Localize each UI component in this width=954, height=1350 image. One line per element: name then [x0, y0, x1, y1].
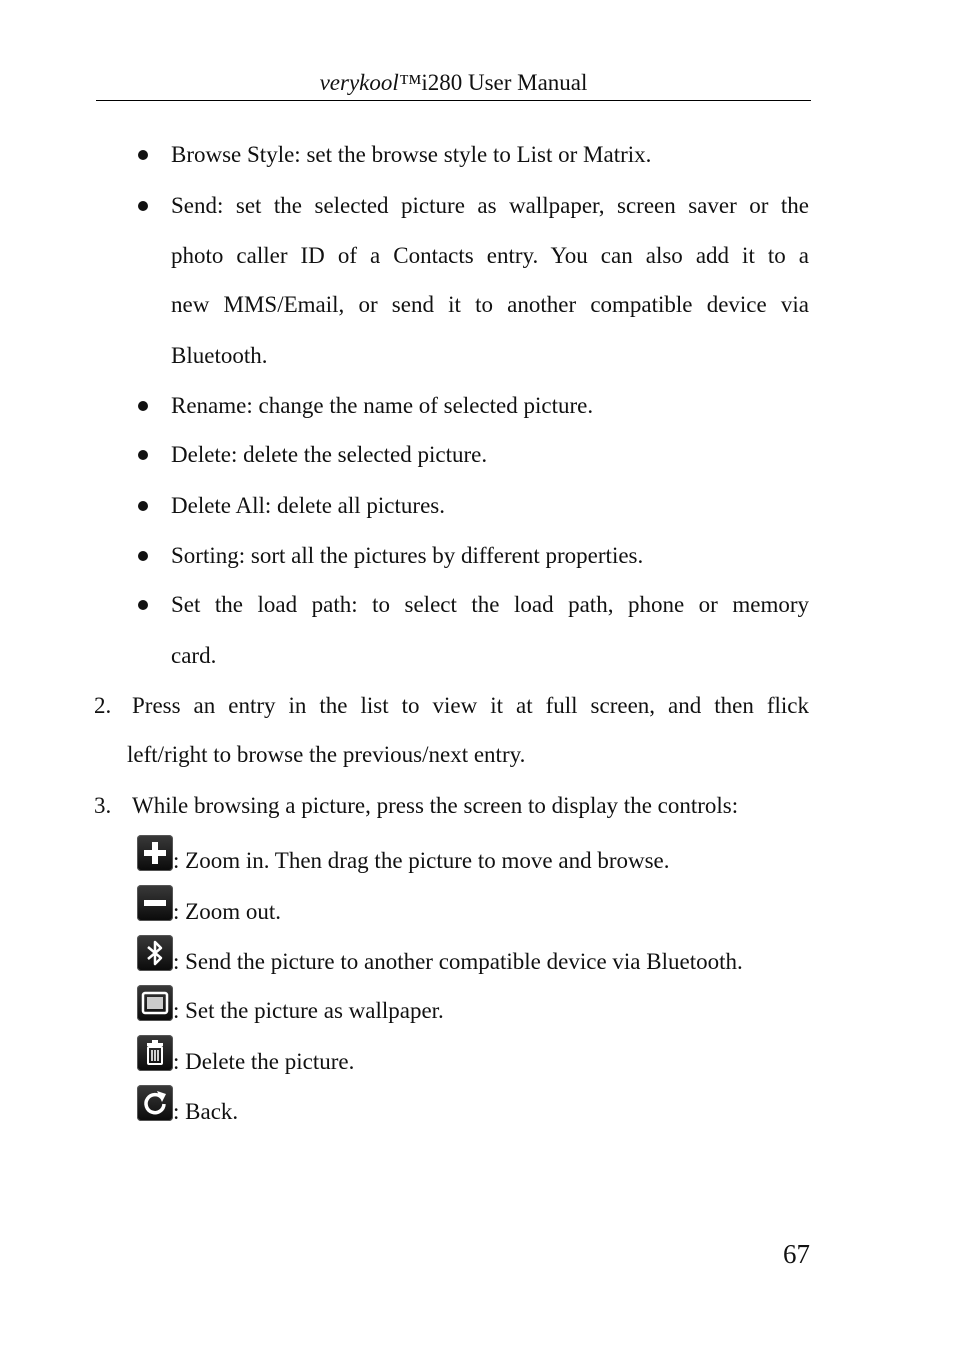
bluetooth-icon — [137, 935, 173, 971]
bullet-send-line-4: Bluetooth. — [171, 343, 268, 368]
bullet-send-line-3: new MMS/Email, or send it to another compatible device via — [171, 292, 809, 317]
bullet-dot — [137, 491, 151, 505]
step-number: 3. — [94, 793, 112, 818]
page-number: 67 — [783, 1239, 810, 1269]
control-bluetooth-text: : Send the picture to another compatible device via Bluetooth. — [173, 949, 743, 974]
control-back-text: : Back. — [173, 1099, 239, 1124]
step-3-line-1: While browsing a picture, press the screen to display the controls: — [132, 793, 739, 818]
control-zoom-in-text: : Zoom in. Then drag the picture to move and browse. — [173, 848, 670, 873]
bullet-delete: Delete: delete the selected picture. — [171, 442, 488, 467]
bullet-dot — [137, 191, 151, 205]
zoom-in-icon — [137, 835, 173, 871]
bullet-load-path-line-2: card. — [171, 643, 217, 668]
bullet-dot — [137, 140, 151, 154]
bullet-rename: Rename: change the name of selected picture. — [171, 393, 594, 418]
control-trash-text: : Delete the picture. — [173, 1049, 355, 1074]
step-number: 2. — [94, 693, 112, 718]
step-2-line-2: left/right to browse the previous/next entry. — [127, 742, 526, 767]
bullet-send-line-1: Send: set the selected picture as wallpaper, screen saver or the — [171, 193, 809, 218]
bullet-dot — [137, 590, 151, 604]
trash-icon — [137, 1035, 173, 1071]
zoom-out-icon — [137, 885, 173, 921]
bullet-delete-all: Delete All: delete all pictures. — [171, 493, 445, 518]
bullet-dot — [137, 391, 151, 405]
bullet-load-path-line-1: Set the load path: to select the load path, phone or memory — [171, 592, 809, 617]
page-header — [96, 66, 811, 101]
header-model: i280 User Manual — [421, 70, 588, 95]
bullet-sorting: Sorting: sort all the pictures by different properties. — [171, 543, 644, 568]
bullet-dot — [137, 541, 151, 555]
bullet-send-line-2: photo caller ID of a Contacts entry. You can also add it to a — [171, 243, 809, 268]
bullet-browse-style: Browse Style: set the browse style to List or Matrix. — [171, 142, 652, 167]
control-wallpaper-text: : Set the picture as wallpaper. — [173, 998, 444, 1023]
header-brand: verykool™ — [319, 70, 422, 95]
control-zoom-out-text: : Zoom out. — [173, 899, 281, 924]
step-2-line-1: Press an entry in the list to view it at full screen, and then flick — [132, 693, 809, 718]
back-icon — [137, 1085, 173, 1121]
bullet-dot — [137, 440, 151, 454]
wallpaper-icon — [137, 985, 173, 1021]
